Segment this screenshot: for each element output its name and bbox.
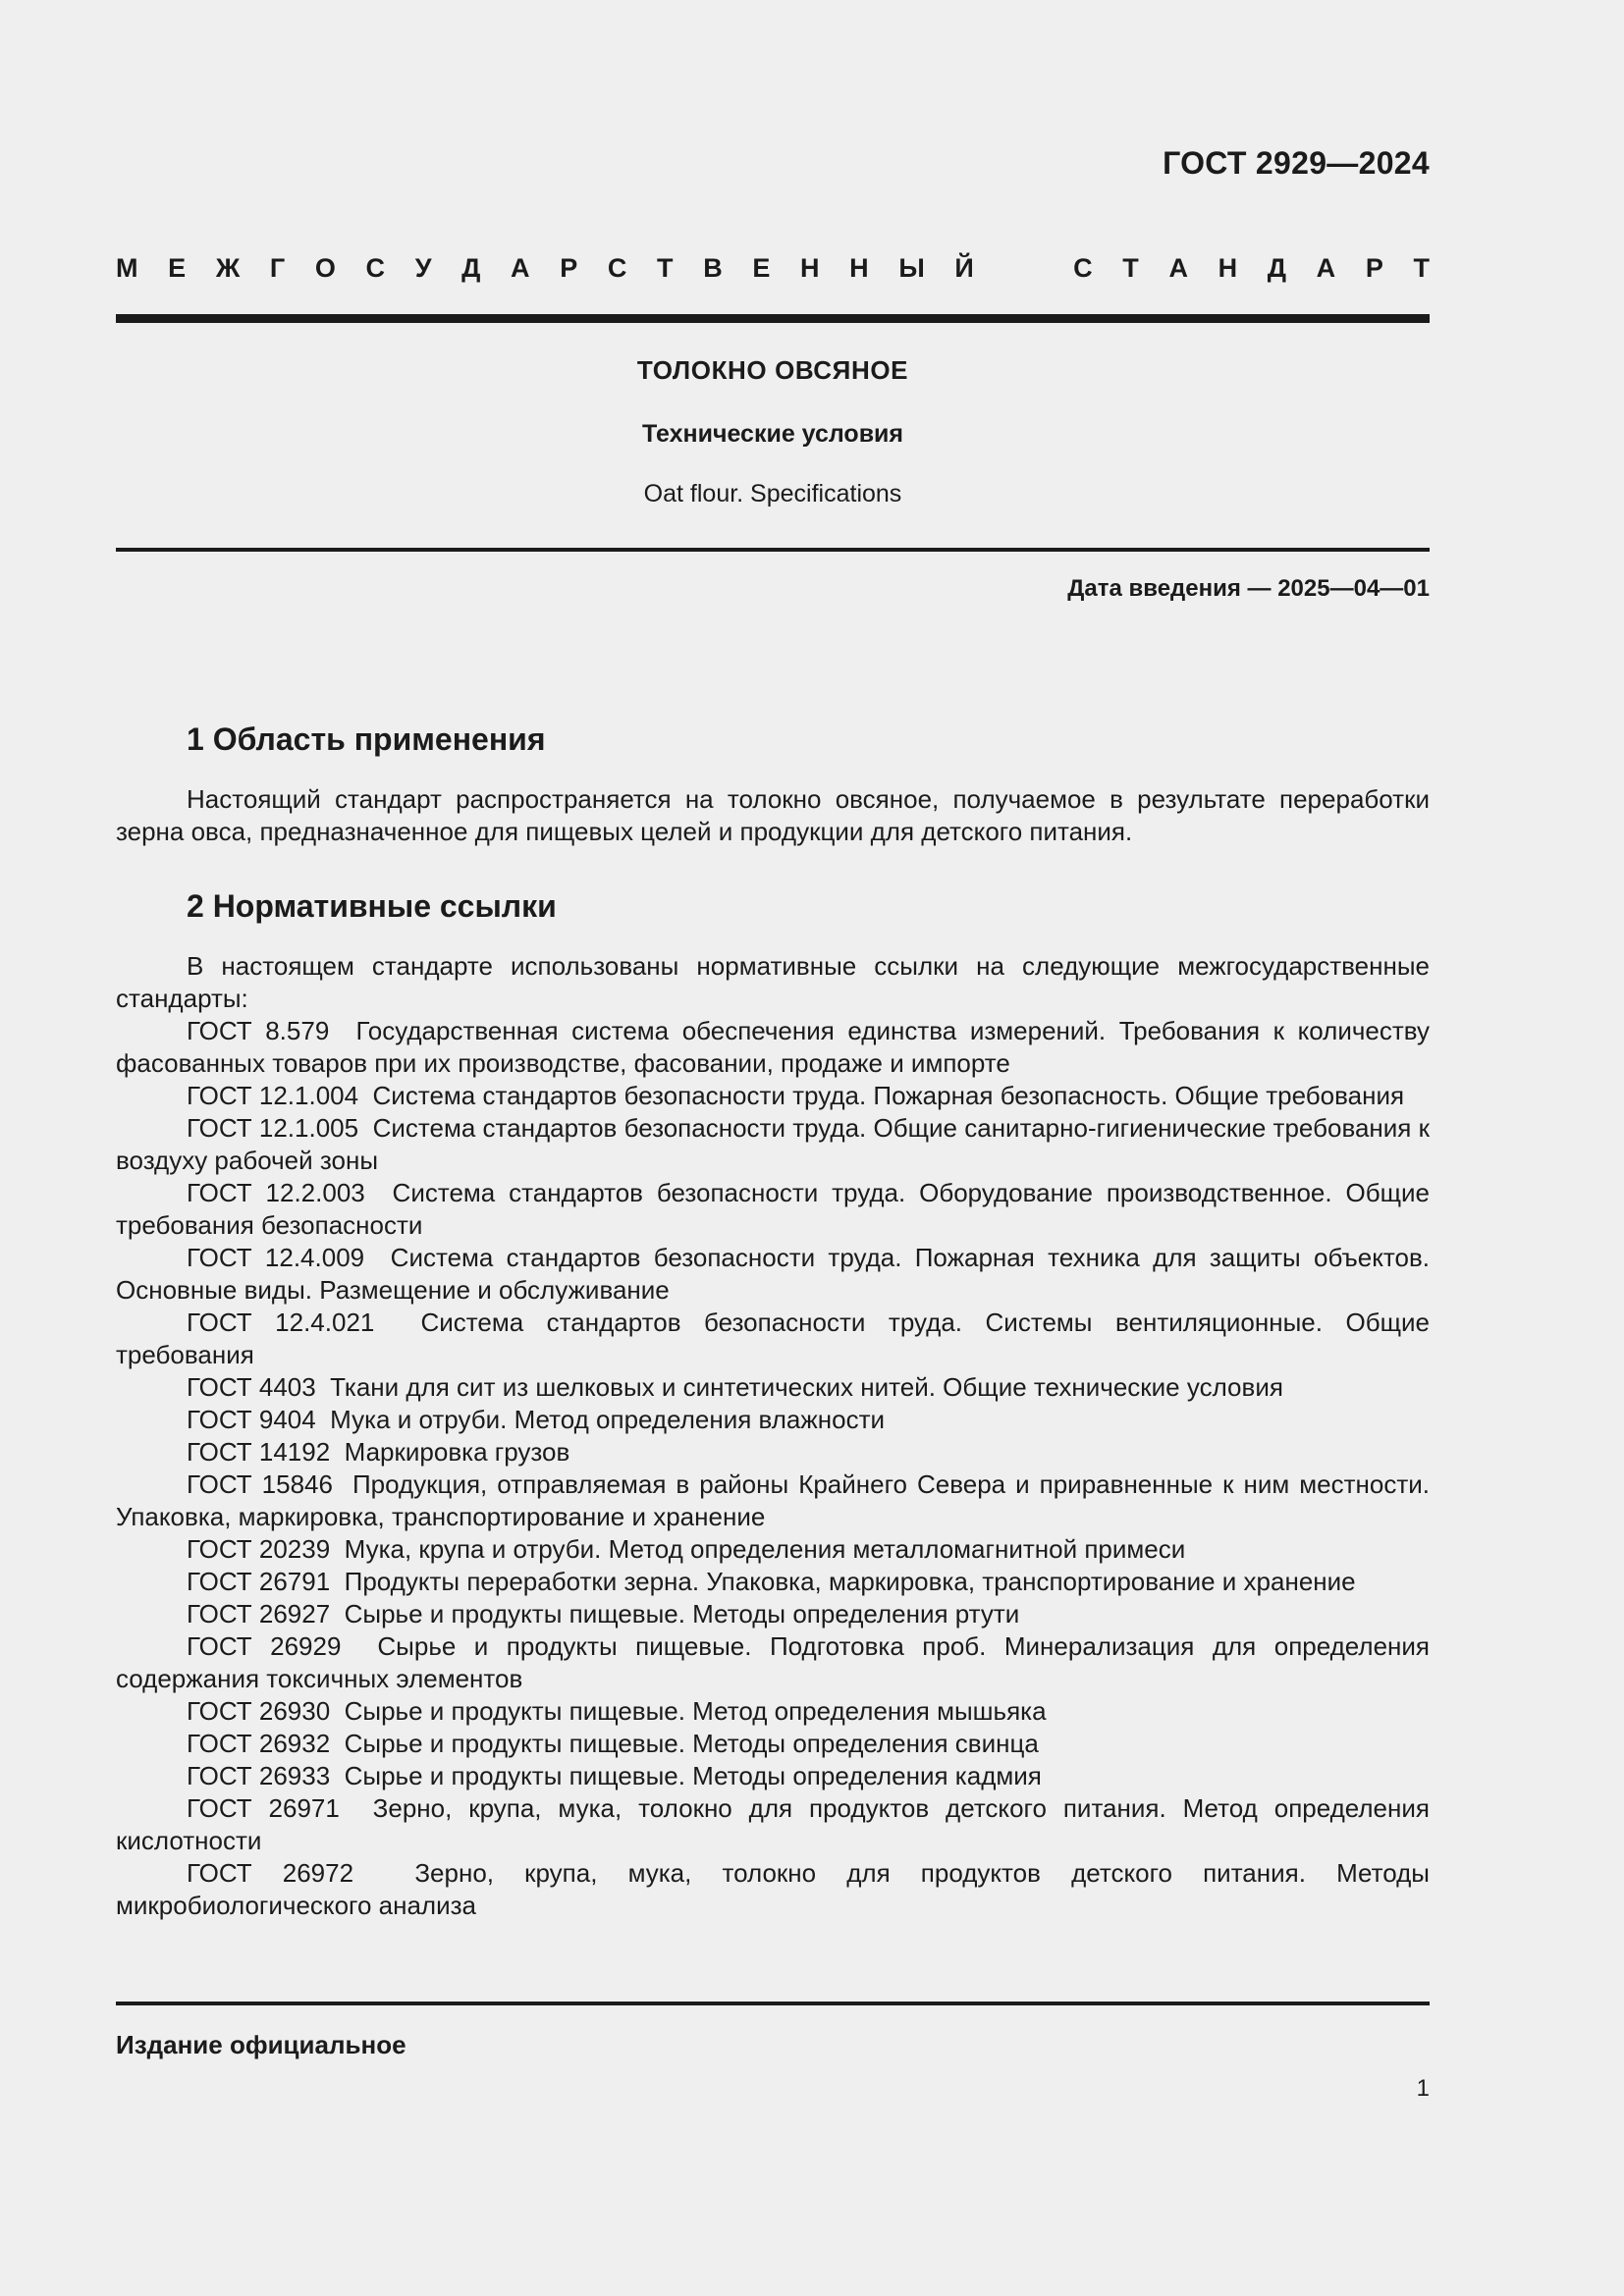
section-2-intro: В настоящем стандарте использованы нормативные ссылки на следующие межгосударственные стандарты: [116,951,1430,1013]
letter: С [1073,253,1093,283]
reference-item [116,1371,1430,1404]
letter: Т [1122,253,1139,283]
reference-code: ГОСТ 12.4.021 [187,1308,375,1337]
reference-item [116,1566,1430,1598]
reference-code: ГОСТ 15846 [187,1469,333,1499]
letter: Г [269,253,286,283]
reference-code: ГОСТ 26971 [187,1793,340,1823]
letter: А [1168,253,1188,283]
letter: Н [800,253,820,283]
letter: Е [168,253,187,283]
reference-item [116,1080,1430,1112]
section-1-paragraph: Настоящий стандарт распространяется на толокно овсяное, получаемое в результате переработки зерна овса, предназначенное для пищевых целей и продукции для детского питания. [116,784,1430,846]
reference-title: Мука, крупа и отруби. Метод определения металломагнитной примеси [344,1534,1186,1564]
reference-item [116,1857,1430,1922]
reference-code: ГОСТ 12.2.003 [187,1178,365,1207]
reference-item [116,1792,1430,1857]
reference-code: ГОСТ 14192 [187,1437,331,1467]
letter: Й [954,253,974,283]
letter: Ы [898,253,925,283]
reference-code: ГОСТ 12.1.005 [187,1113,359,1143]
reference-title: Ткани для сит из шелковых и синтетических нитей. Общие технические условия [330,1372,1283,1402]
reference-code: ГОСТ 12.4.009 [187,1243,365,1272]
reference-code: ГОСТ 26933 [187,1761,331,1790]
reference-title: Маркировка грузов [344,1437,570,1467]
document-title-english: Oat flour. Specifications [643,480,902,507]
page-number: 1 [1416,2075,1430,2102]
letter: Ж [215,253,241,283]
reference-code: ГОСТ 26791 [187,1567,331,1596]
reference-item [116,1112,1430,1177]
standard-type-label [116,253,1430,284]
reference-item [116,1436,1430,1468]
introduction-date: Дата введения — 2025—04—01 [1067,575,1430,602]
document-code: ГОСТ 2929—2024 [1163,145,1430,181]
footer-rule [116,2002,1430,2005]
reference-title: Система стандартов безопасности труда. Системы вентиляционные. Общие требования [116,1308,1430,1369]
reference-title: Сырье и продукты пищевые. Методы определения кадмия [344,1761,1042,1790]
letter: Р [1365,253,1383,283]
section-1-body [116,783,1430,848]
reference-item [116,1695,1430,1728]
letter: В [703,253,723,283]
letter: Д [1267,253,1287,283]
section-2-body [116,950,1430,1922]
reference-title: Сырье и продукты пищевые. Подготовка проб. Минерализация для определения содержания токсичных элементов [116,1631,1430,1693]
reference-code: ГОСТ 26932 [187,1729,331,1758]
reference-item [116,1242,1430,1307]
letter: Н [1218,253,1238,283]
letter: М [116,253,138,283]
word-gap [1003,253,1043,284]
reference-title: Мука и отруби. Метод определения влажности [330,1405,886,1434]
reference-code: ГОСТ 26972 [187,1858,354,1888]
edition-label: Издание официальное [116,2030,406,2059]
reference-item [116,1728,1430,1760]
letter: Д [461,253,481,283]
letter: Н [849,253,869,283]
reference-code: ГОСТ 26929 [187,1631,342,1661]
reference-item [116,1404,1430,1436]
letter: Т [657,253,674,283]
reference-title: Зерно, крупа, мука, толокно для продуктов детского питания. Методы микробиологического анализа [116,1858,1430,1920]
reference-item [116,1533,1430,1566]
reference-title: Сырье и продукты пищевые. Методы определения ртути [344,1599,1020,1629]
reference-code: ГОСТ 4403 [187,1372,316,1402]
reference-title: Система стандартов безопасности труда. Пожарная техника для защиты объектов. Основные виды. Размещение и обслуживание [116,1243,1430,1305]
reference-title: Продукция, отправляемая в районы Крайнего Севера и приравненные к ним местности. Упаковка, маркировка, транспортирование и хранение [116,1469,1430,1531]
reference-item [116,1598,1430,1630]
title-rule [116,548,1430,552]
document-subtitle: Технические условия [641,420,904,448]
header-rule [116,314,1430,323]
reference-code: ГОСТ 26930 [187,1696,331,1726]
reference-code: ГОСТ 8.579 [187,1016,330,1045]
letter: С [607,253,627,283]
section-2-heading: 2 Нормативные ссылки [187,888,557,924]
reference-title: Система стандартов безопасности труда. Оборудование производственное. Общие требования безопасности [116,1178,1430,1240]
reference-code: ГОСТ 12.1.004 [187,1081,359,1110]
document-title: ТОЛОКНО ОВСЯНОЕ [636,355,909,385]
reference-item [116,1015,1430,1080]
reference-title: Зерно, крупа, мука, толокно для продуктов детского питания. Метод определения кислотности [116,1793,1430,1855]
letter: А [1316,253,1336,283]
letter: О [314,253,336,283]
normative-references-list [116,1015,1430,1922]
reference-code: ГОСТ 26927 [187,1599,331,1629]
reference-title: Система стандартов безопасности труда. Общие санитарно-гигиенические требования к воздуху рабочей зоны [116,1113,1430,1175]
letter: У [414,253,432,283]
reference-code: ГОСТ 9404 [187,1405,316,1434]
reference-title: Сырье и продукты пищевые. Метод определения мышьяка [344,1696,1047,1726]
letter: Е [752,253,771,283]
reference-item [116,1760,1430,1792]
letter: С [365,253,386,283]
reference-title: Продукты переработки зерна. Упаковка, маркировка, транспортирование и хранение [344,1567,1356,1596]
letter: А [511,253,530,283]
reference-item [116,1177,1430,1242]
reference-title: Сырье и продукты пищевые. Методы определения свинца [344,1729,1039,1758]
reference-code: ГОСТ 20239 [187,1534,331,1564]
section-1-heading: 1 Область применения [187,721,546,757]
reference-title: Система стандартов безопасности труда. Пожарная безопасность. Общие требования [372,1081,1405,1110]
letter: Т [1413,253,1430,283]
reference-item [116,1630,1430,1695]
reference-item [116,1307,1430,1371]
letter: Р [560,253,578,283]
reference-item [116,1468,1430,1533]
reference-title: Государственная система обеспечения единства измерений. Требования к количеству фасованных товаров при их производстве, фасовании, продаже и импорте [116,1016,1430,1078]
